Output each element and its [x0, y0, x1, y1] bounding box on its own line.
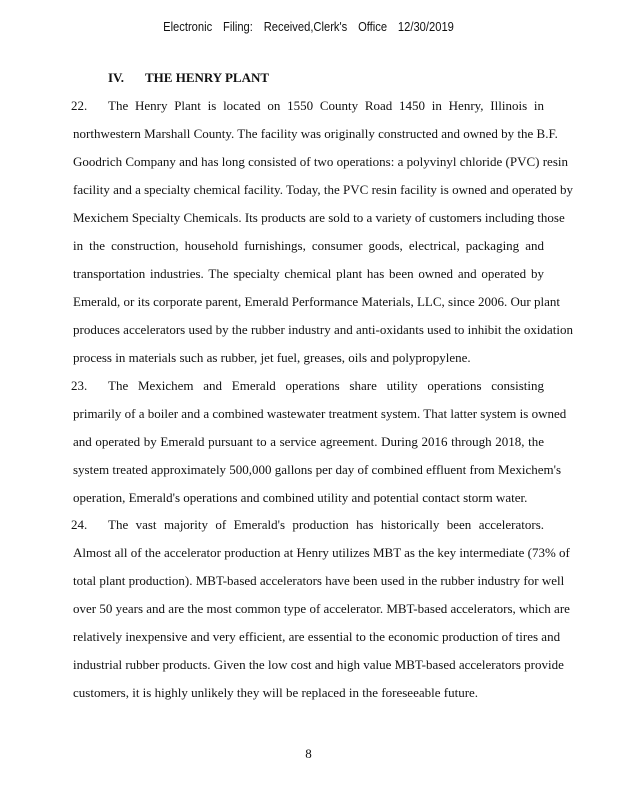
line-text: produces accelerators used by the rubber industry and anti-oxidants used to inhibit the oxidation: [73, 322, 574, 337]
page-number: 8: [305, 746, 312, 761]
paragraph-line: [73, 350, 544, 366]
paragraph-line: [73, 238, 544, 254]
line-text: process in materials such as rubber, jet fuel, greases, oils and polypropylene.: [73, 350, 471, 365]
line-text: Emerald, or its corporate parent, Emerald Performance Materials, LLC, since 2006. Our plant: [73, 294, 560, 309]
paragraph-number: 23.: [71, 378, 88, 393]
paragraph-line: [73, 406, 567, 422]
paragraph-line: [73, 545, 570, 561]
paragraph-line: [73, 266, 544, 282]
paragraph-line: [73, 685, 544, 701]
paragraph-line: [73, 462, 562, 478]
paragraph-line: [73, 490, 544, 506]
paragraph-line: [73, 657, 564, 673]
paragraph-line: [73, 629, 561, 645]
line-text: The vast majority of Emerald's production has historically been accelerators.: [108, 517, 544, 532]
section-title: THE HENRY PLANT: [145, 70, 270, 85]
section-number: IV.: [108, 70, 125, 85]
paragraph-line: [73, 573, 565, 589]
line-text: in the construction, household furnishings, consumer goods, electrical, packaging and: [73, 238, 544, 253]
line-text: Mexichem Specialty Chemicals. Its products are sold to a variety of customers including those: [73, 210, 565, 225]
paragraph-line: [73, 210, 565, 226]
line-text: and operated by Emerald pursuant to a service agreement. During 2016 through 2018, the: [73, 434, 544, 449]
paragraph-line: [73, 182, 574, 198]
line-text: customers, it is highly unlikely they will be replaced in the foreseeable future.: [73, 685, 479, 700]
paragraph-line: [73, 434, 544, 450]
line-text: facility and a specialty chemical facility. Today, the PVC resin facility is owned and operated by: [73, 182, 574, 197]
line-text: Goodrich Company and has long consisted of two operations: a polyvinyl chloride (PVC) resin: [73, 154, 569, 169]
paragraph-line: [71, 378, 544, 394]
line-text: Almost all of the accelerator production at Henry utilizes MBT as the key intermediate (73% of: [73, 545, 570, 560]
paragraph-line: [71, 98, 544, 114]
line-text: total plant production). MBT-based accelerators have been used in the rubber industry for well: [73, 573, 565, 588]
paragraph-line: [73, 154, 569, 170]
line-text: relatively inexpensive and very efficient, are essential to the economic production of tires and: [73, 629, 561, 644]
paragraph-line: [73, 126, 558, 142]
line-text: over 50 years and are the most common type of accelerator. MBT-based accelerators, which are: [73, 601, 570, 616]
section-heading: [108, 70, 269, 86]
paragraph-line: [73, 601, 570, 617]
line-text: The Henry Plant is located on 1550 County Road 1450 in Henry, Illinois in: [108, 98, 544, 113]
line-text: primarily of a boiler and a combined wastewater treatment system. That latter system is owned: [73, 406, 567, 421]
paragraph-line: [73, 294, 560, 310]
line-text: The Mexichem and Emerald operations share utility operations consisting: [108, 378, 544, 393]
line-text: operation, Emerald's operations and combined utility and potential contact storm water.: [73, 490, 528, 505]
line-text: northwestern Marshall County. The facility was originally constructed and owned by the B.F.: [73, 126, 558, 141]
paragraph-line: [71, 517, 544, 533]
filing-stamp-header: Electronic Filing: Received,Clerk's Office 12/30/2019: [163, 19, 454, 34]
paragraph-number: 22.: [71, 98, 88, 113]
paragraph-number: 24.: [71, 517, 88, 532]
line-text: transportation industries. The specialty chemical plant has been owned and operated by: [73, 266, 544, 281]
paragraph-line: [73, 322, 574, 338]
line-text: system treated approximately 500,000 gallons per day of combined effluent from Mexichem's: [73, 462, 562, 477]
line-text: industrial rubber products. Given the low cost and high value MBT-based accelerators provide: [73, 657, 564, 672]
